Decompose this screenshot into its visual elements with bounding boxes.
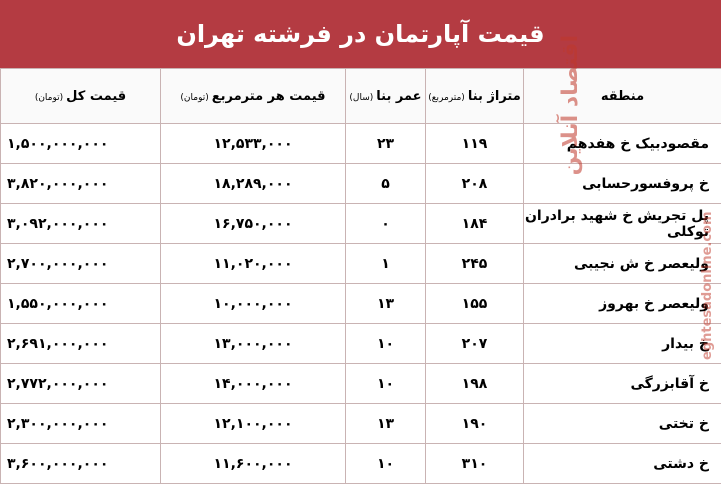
cell-total-price: ۱,۵۰۰,۰۰۰,۰۰۰ bbox=[1, 124, 161, 164]
table-row bbox=[1, 204, 721, 244]
cell-age: ۱ bbox=[346, 244, 426, 284]
cell-area: ۲۰۸ bbox=[426, 164, 524, 204]
header-total-price-unit: (تومان) bbox=[34, 92, 64, 103]
cell-region: خ بیدار bbox=[524, 324, 721, 364]
cell-region: خ تختی bbox=[524, 404, 721, 444]
cell-area: ۱۱۹ bbox=[426, 124, 524, 164]
cell-price-per-m2: ۱۰,۰۰۰,۰۰۰ bbox=[161, 284, 346, 324]
header-age-unit: (سال) bbox=[349, 92, 374, 103]
header-area: متراژ بنا(مترمربع) bbox=[426, 69, 524, 124]
cell-area: ۲۰۷ bbox=[426, 324, 524, 364]
cell-total-price: ۳,۸۲۰,۰۰۰,۰۰۰ bbox=[1, 164, 161, 204]
cell-age: ۰ bbox=[346, 204, 426, 244]
table-header-row bbox=[1, 69, 721, 124]
cell-total-price: ۲,۷۰۰,۰۰۰,۰۰۰ bbox=[1, 244, 161, 284]
cell-total-price: ۲,۶۹۱,۰۰۰,۰۰۰ bbox=[1, 324, 161, 364]
cell-age: ۱۰ bbox=[346, 364, 426, 404]
cell-price-per-m2: ۱۱,۶۰۰,۰۰۰ bbox=[161, 444, 346, 484]
cell-age: ۱۳ bbox=[346, 284, 426, 324]
table-row bbox=[1, 404, 721, 444]
cell-area: ۱۸۴ bbox=[426, 204, 524, 244]
cell-total-price: ۱,۵۵۰,۰۰۰,۰۰۰ bbox=[1, 284, 161, 324]
cell-region: خ دشتی bbox=[524, 444, 721, 484]
cell-total-price: ۳,۶۰۰,۰۰۰,۰۰۰ bbox=[1, 444, 161, 484]
header-total-price: قیمت کل(تومان) bbox=[1, 69, 161, 124]
cell-age: ۱۰ bbox=[346, 444, 426, 484]
header-age: عمر بنا(سال) bbox=[346, 69, 426, 124]
header-price-per-m2-unit: (تومان) bbox=[180, 92, 209, 103]
table-row bbox=[1, 244, 721, 284]
cell-age: ۱۳ bbox=[346, 404, 426, 444]
cell-price-per-m2: ۱۲,۱۰۰,۰۰۰ bbox=[161, 404, 346, 444]
cell-price-per-m2: ۱۱,۰۲۰,۰۰۰ bbox=[161, 244, 346, 284]
cell-price-per-m2: ۱۲,۵۳۳,۰۰۰ bbox=[161, 124, 346, 164]
cell-total-price: ۲,۷۷۲,۰۰۰,۰۰۰ bbox=[1, 364, 161, 404]
cell-area: ۳۱۰ bbox=[426, 444, 524, 484]
cell-area: ۱۹۰ bbox=[426, 404, 524, 444]
cell-region: ولیعصر خ بهروز bbox=[524, 284, 721, 324]
cell-region: ولیعصر خ ش نجیبی bbox=[524, 244, 721, 284]
table-row bbox=[1, 444, 721, 484]
cell-total-price: ۲,۳۰۰,۰۰۰,۰۰۰ bbox=[1, 404, 161, 444]
cell-total-price: ۳,۰۹۲,۰۰۰,۰۰۰ bbox=[1, 204, 161, 244]
cell-area: ۱۵۵ bbox=[426, 284, 524, 324]
cell-age: ۲۳ bbox=[346, 124, 426, 164]
page-title: قیمت آپارتمان در فرشته تهران bbox=[176, 20, 545, 48]
table-row bbox=[1, 124, 721, 164]
header-area-unit: (مترمربع) bbox=[428, 92, 465, 103]
cell-price-per-m2: ۱۶,۷۵۰,۰۰۰ bbox=[161, 204, 346, 244]
cell-price-per-m2: ۱۸,۲۸۹,۰۰۰ bbox=[161, 164, 346, 204]
cell-price-per-m2: ۱۳,۰۰۰,۰۰۰ bbox=[161, 324, 346, 364]
table-row bbox=[1, 284, 721, 324]
table-row bbox=[1, 364, 721, 404]
cell-region: پل تجریش خ شهید برادران توکلی bbox=[524, 204, 721, 244]
cell-area: ۱۹۸ bbox=[426, 364, 524, 404]
cell-region: مقصودبیک خ هفدهم bbox=[524, 124, 721, 164]
header-region: منطقه bbox=[524, 69, 721, 124]
cell-area: ۲۴۵ bbox=[426, 244, 524, 284]
cell-age: ۵ bbox=[346, 164, 426, 204]
cell-age: ۱۰ bbox=[346, 324, 426, 364]
table-row bbox=[1, 164, 721, 204]
price-table bbox=[0, 68, 721, 484]
header-price-per-m2: قیمت هر مترمربع(تومان) bbox=[161, 69, 346, 124]
watermark-url: eghtesadonline.com bbox=[700, 211, 715, 360]
table-row bbox=[1, 324, 721, 364]
cell-price-per-m2: ۱۴,۰۰۰,۰۰۰ bbox=[161, 364, 346, 404]
cell-region: خ آقابزرگی bbox=[524, 364, 721, 404]
cell-region: خ پروفسورحسابی bbox=[524, 164, 721, 204]
watermark-logo-text: اقتصاد آنلاین bbox=[558, 35, 583, 176]
title-bar bbox=[0, 0, 721, 68]
